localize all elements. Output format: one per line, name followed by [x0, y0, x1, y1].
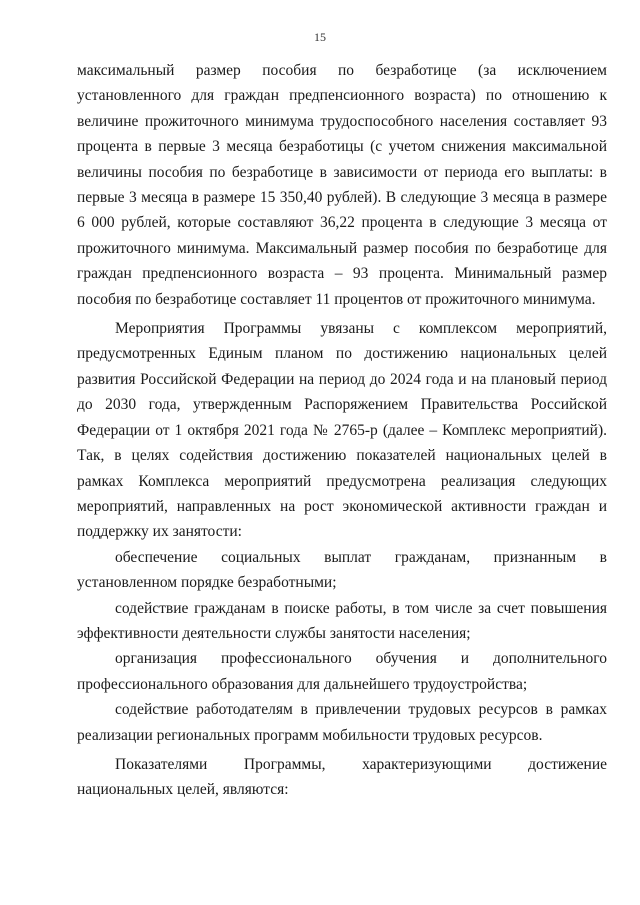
list-item-social-payments: обеспечение социальных выплат гражданам, признанным в установленном порядке безработными;	[77, 548, 607, 592]
list-item-employer-support: содействие работодателям в привлечении трудовых ресурсов в рамках реализации региональных программ мобильности трудовых ресурсов.	[77, 701, 607, 744]
paragraph-program-indicators: Показателями Программы, характеризующими достижение национальных целей, являются:	[77, 755, 607, 799]
list-item-job-search: содействие гражданам в поиске работы, в том числе за счет повышения эффективности деятельности службы занятости населения;	[77, 599, 607, 642]
page-number: 15	[314, 30, 326, 44]
document-body	[77, 58, 607, 803]
paragraph-unemployment-benefit: максимальный размер пособия по безработице (за исключением установленного для граждан предпенсионного возраста) по отношению к величине прожиточного минимума трудоспособного населения составляет 93 процента в первые 3 месяца безработицы (с учетом снижения максимальной величины пособия по безработице в зависимости от периода его выплаты: в первые 3 месяца в размере 15 350,40 рублей). В следующие 3 месяца в размере 6 000 рублей, которые составляют 36,22 процента в следующие 3 месяца от прожиточного минимума. Максимальный размер пособия по безработице для граждан предпенсионного возраста – 93 процента. Минимальный размер пособия по безработице составляет 11 процентов от прожиточного минимума.	[77, 62, 607, 308]
paragraph-program-measures: Мероприятия Программы увязаны с комплексом мероприятий, предусмотренных Единым планом по достижению национальных целей развития Российской Федерации на период до 2024 года и на плановый период до 2030 года, утвержденным Распоряжением Правительства Российской Федерации от 1 октября 2021 года № 2765-р (далее – Комплекс мероприятий). Так, в целях содействия достижению показателей национальных целей в рамках Комплекса мероприятий предусмотрена реализация следующих мероприятий, направленных на рост экономической активности граждан и поддержку их занятости:	[77, 320, 607, 541]
list-item-professional-training: организация профессионального обучения и дополнительного профессионального образования для дальнейшего трудоустройства;	[77, 650, 607, 693]
